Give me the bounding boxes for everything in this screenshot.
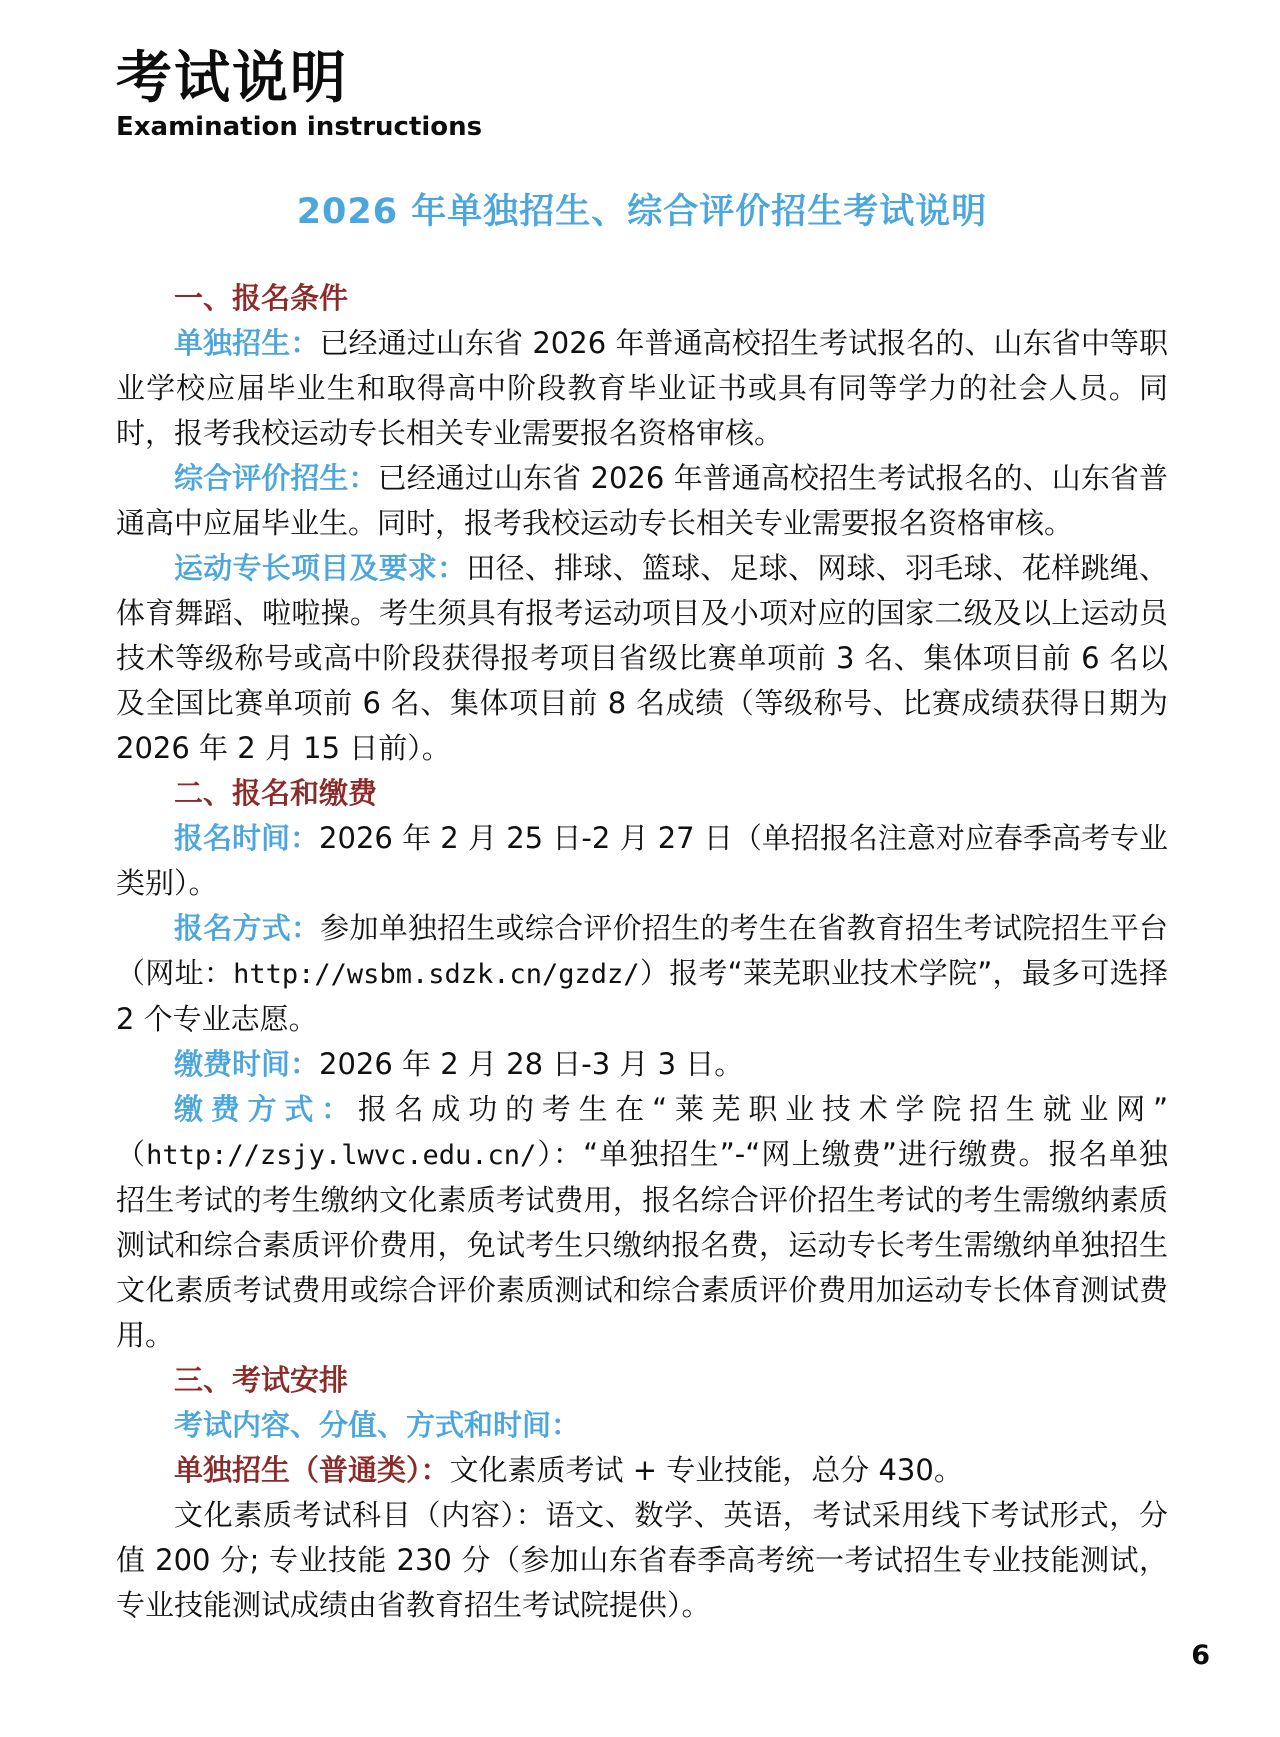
paragraph-payment-method	[116, 1087, 1168, 1358]
paragraph-label: 运动专长项目及要求：	[174, 551, 467, 586]
paragraph-registration-method	[116, 906, 1168, 1042]
section-registration-and-payment	[116, 771, 1168, 1358]
paragraph-label: 缴费时间：	[174, 1047, 320, 1082]
paragraph-label: 考试内容、分值、方式和时间：	[174, 1408, 581, 1443]
paragraph-comprehensive-evaluation	[116, 456, 1168, 546]
paragraph-label: 缴费方式：	[174, 1092, 358, 1127]
paragraph-culture-exam-subjects	[116, 1493, 1168, 1628]
paragraph-registration-time	[116, 816, 1168, 906]
paragraph-payment-time	[116, 1042, 1168, 1087]
paragraph-text: ）报考“莱芜职业技术学院”，最多可选择 2 个专业志愿。	[116, 956, 1168, 1037]
page-subtitle: Examination instructions	[116, 112, 483, 143]
paragraph-text: 已经通过山东省 2026 年普通高校招生考试报名的、山东省中等职业学校应届毕业生和取得高中阶段教育毕业证书或具有同等学力的社会人员。同时，报考我校运动专长相关专业需要报名资格审核。	[116, 326, 1168, 451]
document-heading: 2026 年单独招生、综合评价招生考试说明	[296, 192, 988, 233]
paragraph-text: 文化素质考试 + 专业技能，总分 430。	[449, 1453, 963, 1488]
paragraph-label: 报名方式：	[174, 911, 321, 946]
section-registration-conditions	[116, 276, 1168, 771]
paragraph-label: 报名时间：	[174, 821, 320, 856]
paragraph-text: 参加单独招生或综合评价招生的考生在省教育招生考试院招生平台（网址：	[116, 911, 1168, 991]
paragraph-text: 文化素质考试科目（内容）：语文、数学、英语，考试采用线下考试形式，分值 200 分; 专业技能 230 分（参加山东省春季高考统一考试招生专业技能测试，专业技能测试成绩由省教育招生考试院提供）。	[116, 1498, 1168, 1623]
paragraph-text: ）：“单独招生”-“网上缴费”进行缴费。报名单独招生考试的考生缴纳文化素质考试费用，报名综合评价招生考试的考生需缴纳素质测试和综合素质评价费用，免试考生只缴纳报名费，运动专长考生需缴纳单独招生文化素质考试费用或综合评价素质测试和综合素质评价费用加运动专长体育测试费用。	[116, 1137, 1168, 1353]
paragraph-single-recruitment	[116, 321, 1168, 456]
section-heading-2: 二、报名和缴费	[174, 776, 378, 811]
paragraph-sports-specialty	[116, 546, 1168, 771]
page-number: 6	[1191, 1640, 1210, 1671]
page-title: 考试说明	[116, 46, 348, 111]
registration-url: http://wsbm.sdzk.cn/gzdz/	[233, 959, 640, 991]
page-header	[116, 46, 1168, 143]
paragraph-text: 报名成功的考生在“莱芜职业技术学院招生就业网”（	[116, 1092, 1168, 1172]
paragraph-single-recruitment-general	[116, 1448, 1168, 1493]
section-heading-3: 三、考试安排	[174, 1363, 349, 1398]
paragraph-text: 2026 年 2 月 25 日-2 月 27 日（单招报名注意对应春季高考专业类别）。	[116, 821, 1168, 901]
paragraph-label: 单独招生（普通类）：	[174, 1453, 450, 1488]
section-exam-arrangement	[116, 1358, 1168, 1628]
paragraph-text: 已经通过山东省 2026 年普通高校招生考试报名的、山东省普通高中应届毕业生。同时，报考我校运动专长相关专业需要报名资格审核。	[116, 461, 1168, 541]
payment-url: http://zsjy.lwvc.edu.cn/	[146, 1140, 537, 1172]
paragraph-label: 综合评价招生：	[174, 461, 378, 496]
paragraph-exam-content-line	[116, 1403, 1168, 1448]
paragraph-text: 2026 年 2 月 28 日-3 月 3 日。	[319, 1047, 744, 1082]
paragraph-text: 田径、排球、篮球、足球、网球、羽毛球、花样跳绳、体育舞蹈、啦啦操。考生须具有报考运动项目及小项对应的国家二级及以上运动员技术等级称号或高中阶段获得报考项目省级比赛单项前 3 名、集体项目前 6 名以及全国比赛单项前 6 名、集体项目前 8 名成绩（等级称号、比赛成绩获得日期为 2026 年 2 月 15 日前）。	[116, 551, 1168, 766]
document-body	[116, 276, 1168, 1628]
section-heading-1: 一、报名条件	[174, 281, 349, 316]
paragraph-label: 单独招生：	[174, 326, 320, 361]
